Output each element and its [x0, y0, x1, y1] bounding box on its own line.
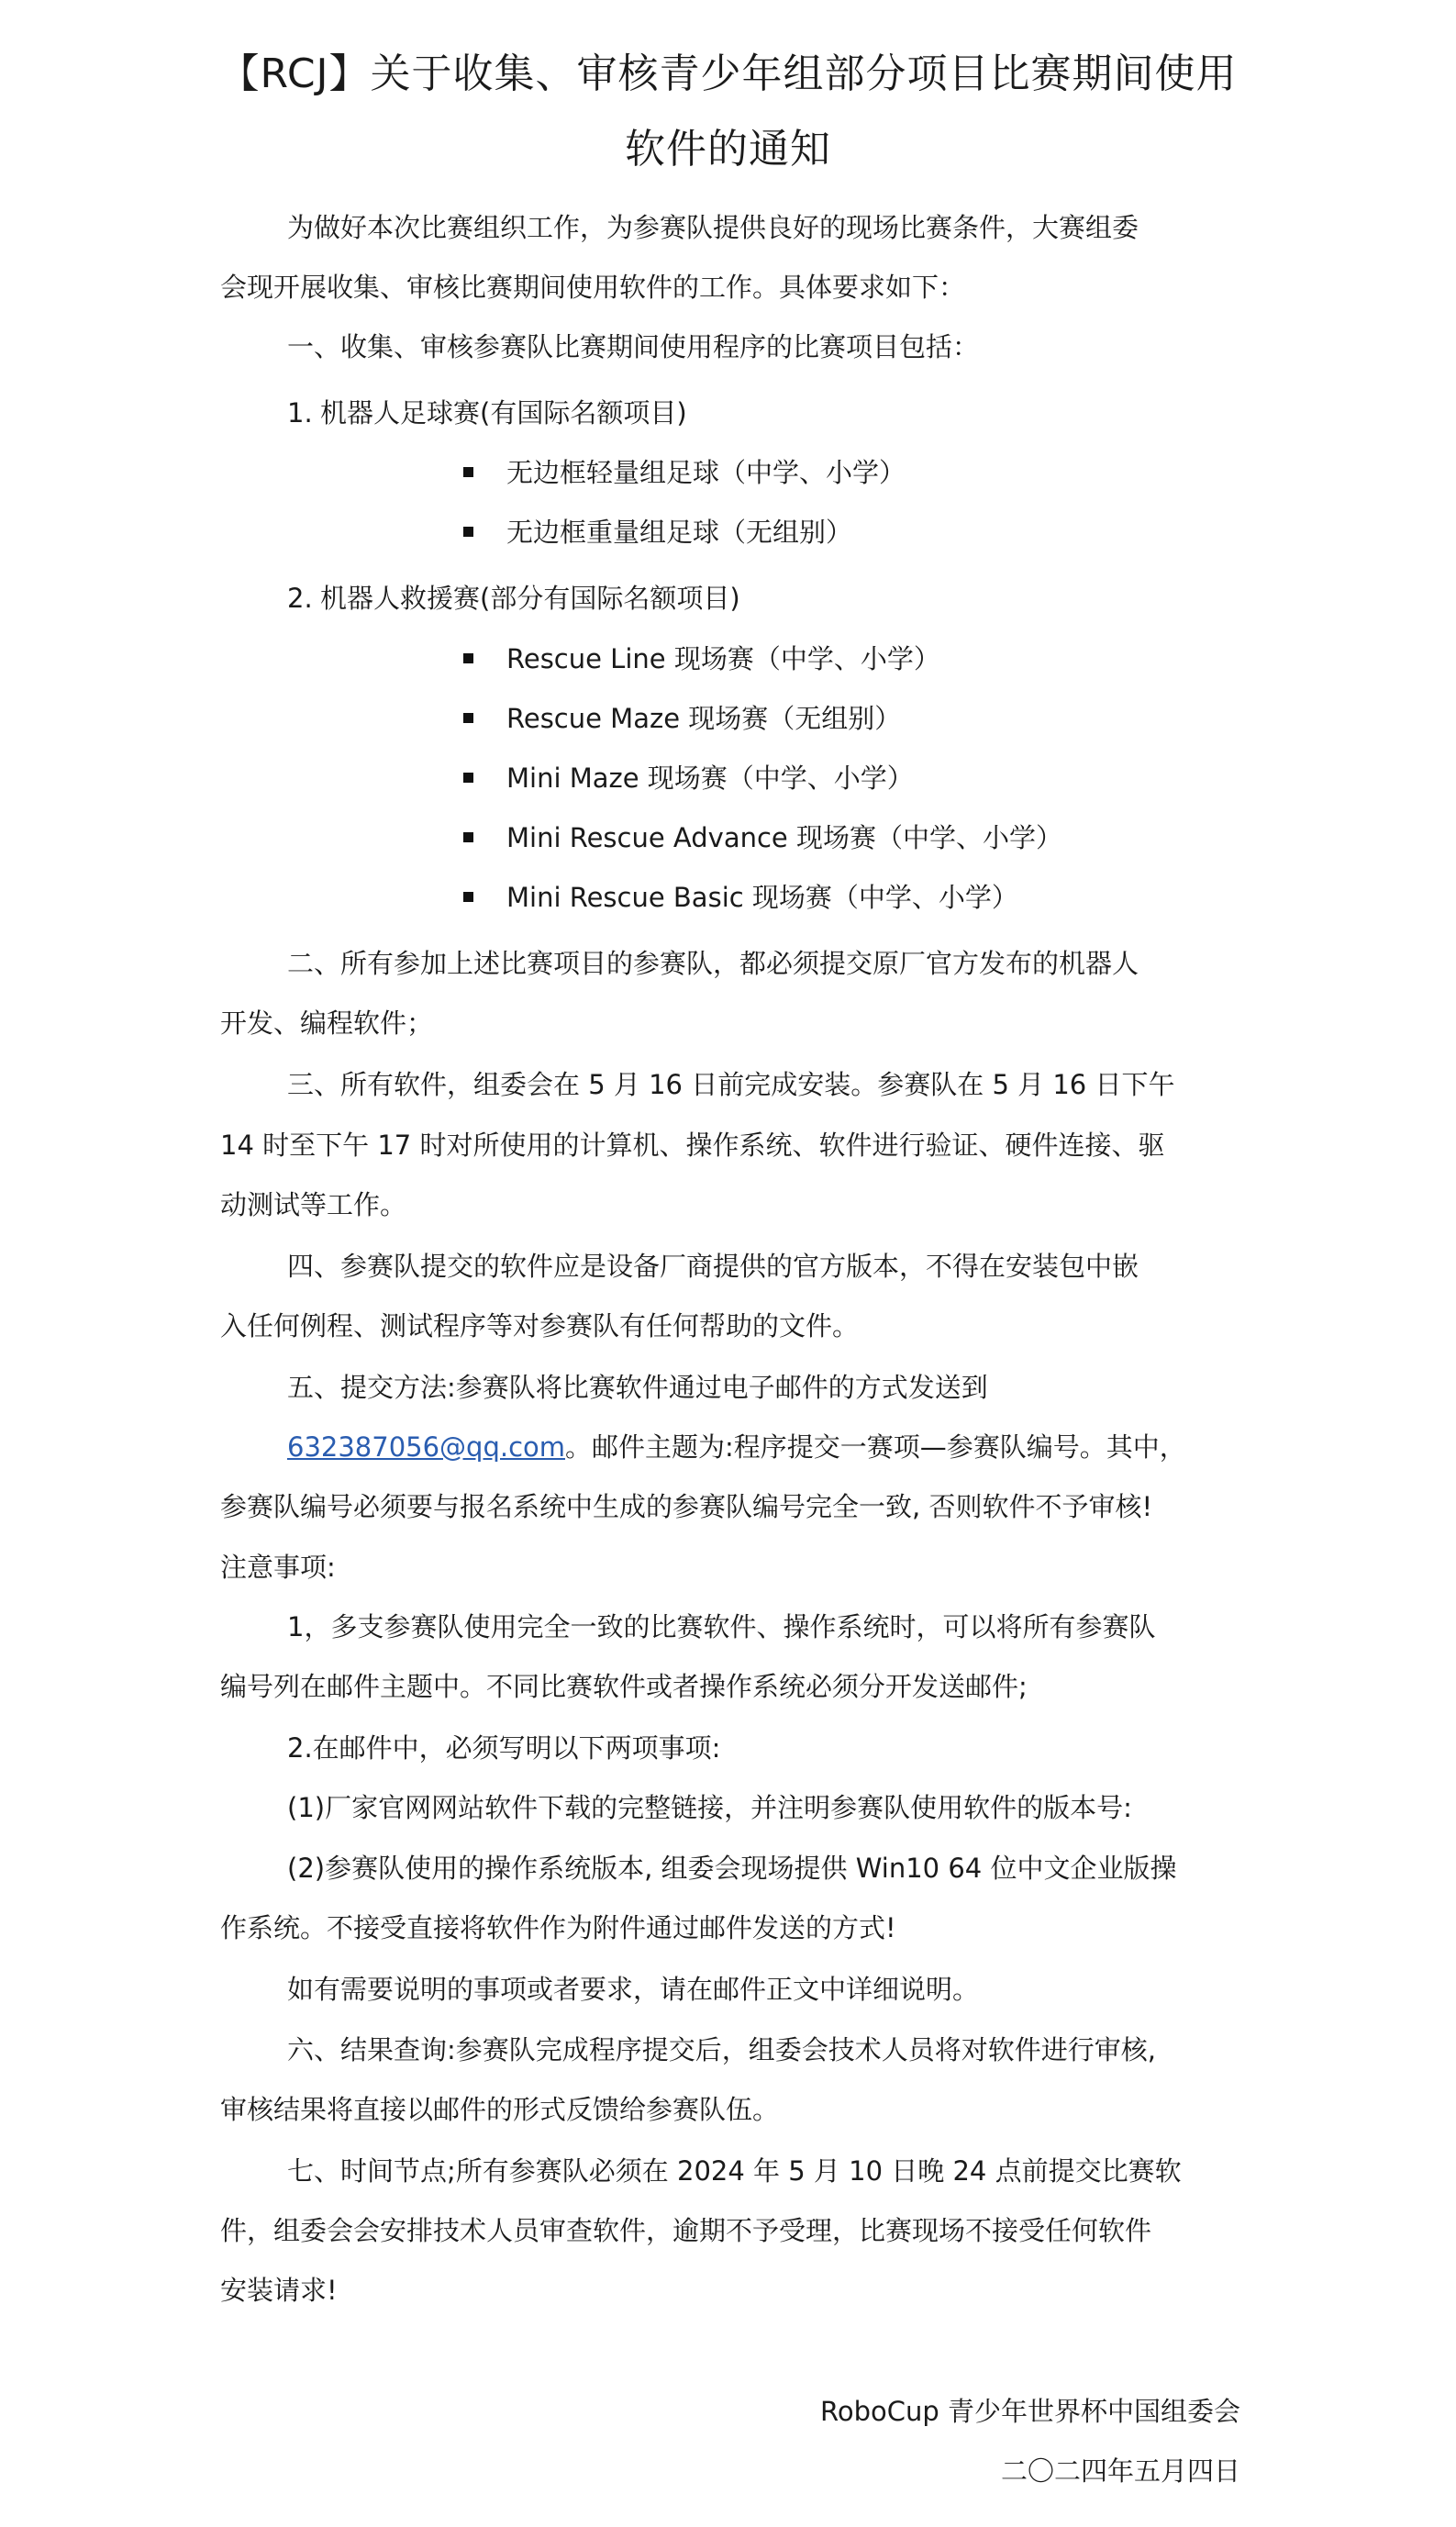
section-3-line-1: 三、所有软件，组委会在 5 月 16 日前完成安装。参赛队在 5 月 16 日下午 — [287, 1069, 1175, 1100]
bullet-icon — [463, 467, 473, 477]
section-3-line-3: 动测试等工作。 — [220, 1189, 407, 1220]
signature-organization: RoboCup 青少年世界杯中国组委会 — [820, 2396, 1240, 2427]
section-5-line-1: 五、提交方法:参赛队将比赛软件通过电子邮件的方式发送到 — [287, 1372, 988, 1403]
note-1-line-1: 1，多支参赛队使用完全一致的比赛软件、操作系统时，可以将所有参赛队 — [287, 1611, 1156, 1642]
bullet-icon — [463, 892, 473, 902]
section-4-line-1: 四、参赛队提交的软件应是设备厂商提供的官方版本，不得在安装包中嵌 — [287, 1251, 1139, 1282]
list-item-text: Rescue Maze 现场赛（无组别） — [506, 703, 902, 734]
category-1-label: 机器人足球赛(有国际名额项目) — [320, 397, 687, 429]
section-1-heading: 一、收集、审核参赛队比赛期间使用程序的比赛项目包括： — [287, 331, 980, 362]
section-7-line-3: 安装请求! — [220, 2275, 338, 2306]
section-4-line-2: 入任何例程、测试程序等对参赛队有任何帮助的文件。 — [220, 1310, 860, 1341]
list-item — [463, 514, 852, 551]
list-item-text: Mini Maze 现场赛（中学、小学） — [506, 763, 914, 794]
category-1-number: 1. — [287, 397, 313, 429]
intro-line-1: 为做好本次比赛组织工作，为参赛队提供良好的现场比赛条件，大赛组委 — [287, 212, 1139, 243]
document-title-line-2: 软件的通知 — [625, 126, 831, 173]
list-item — [463, 640, 940, 677]
bullet-icon — [463, 653, 473, 663]
note-1-line-2: 编号列在邮件主题中。不同比赛软件或者操作系统必须分开发送邮件; — [220, 1671, 1028, 1702]
list-item — [463, 454, 906, 491]
document-title-line-1: 【RCJ】关于收集、审核青少年组部分项目比赛期间使用 — [218, 50, 1238, 97]
bullet-icon — [463, 713, 473, 723]
list-item-text: Rescue Line 现场赛（中学、小学） — [506, 643, 940, 674]
section-5-line-3: 参赛队编号必须要与报名系统中生成的参赛队编号完全一致, 否则软件不予审核! — [220, 1491, 1153, 1522]
section-7-line-1: 七、时间节点;所有参赛队必须在 2024 年 5 月 10 日晚 24 点前提交比赛软 — [287, 2155, 1182, 2187]
note-2: 2.在邮件中，必须写明以下两项事项: — [287, 1732, 721, 1764]
section-5-line-2 — [287, 1429, 1186, 1465]
list-item-text: Mini Rescue Advance 现场赛（中学、小学） — [506, 822, 1062, 853]
list-item-text: 无边框轻量组足球（中学、小学） — [506, 457, 906, 488]
notes-heading: 注意事项: — [220, 1552, 336, 1583]
list-item-text: 无边框重量组足球（无组别） — [506, 517, 853, 548]
category-2-label: 机器人救援赛(部分有国际名额项目) — [320, 583, 740, 614]
section-2-line-2: 开发、编程软件； — [220, 1007, 434, 1039]
list-item — [463, 760, 914, 796]
note-2-b-line-2: 作系统。不接受直接将软件作为附件通过邮件发送的方式! — [220, 1912, 896, 1943]
category-2-number: 2. — [287, 583, 313, 614]
section-5-line-2-text: 。邮件主题为:程序提交一赛项—参赛队编号。其中， — [565, 1431, 1186, 1463]
bullet-icon — [463, 773, 473, 783]
note-2-b-line-1: (2)参赛队使用的操作系统版本, 组委会现场提供 Win10 64 位中文企业版操 — [287, 1853, 1177, 1884]
section-3-line-2: 14 时至下午 17 时对所使用的计算机、操作系统、软件进行验证、硬件连接、驱 — [220, 1130, 1165, 1161]
section-6-line-2: 审核结果将直接以邮件的形式反馈给参赛队伍。 — [220, 2094, 780, 2125]
category-1 — [287, 395, 687, 431]
bullet-icon — [463, 527, 473, 537]
intro-line-2: 会现开展收集、审核比赛期间使用软件的工作。具体要求如下： — [220, 272, 966, 303]
section-6-line-1: 六、结果查询:参赛队完成程序提交后，组委会技术人员将对软件进行审核, — [287, 2034, 1156, 2065]
category-2 — [287, 580, 740, 617]
list-item-text: Mini Rescue Basic 现场赛（中学、小学） — [506, 882, 1018, 913]
signature-date: 二〇二四年五月四日 — [1000, 2455, 1240, 2487]
bullet-icon — [463, 832, 473, 842]
list-item — [463, 819, 1062, 856]
section-7-line-2: 件，组委会会安排技术人员审查软件，逾期不予受理，比赛现场不接受任何软件 — [220, 2215, 1152, 2246]
email-link[interactable]: 632387056@qq.com — [287, 1431, 566, 1463]
list-item — [463, 700, 901, 737]
list-item — [463, 879, 1018, 916]
note-2-a: (1)厂家官网网站软件下载的完整链接，并注明参赛队使用软件的版本号: — [287, 1792, 1132, 1823]
note-3: 如有需要说明的事项或者要求，请在邮件正文中详细说明。 — [287, 1974, 980, 2005]
section-2-line-1: 二、所有参加上述比赛项目的参赛队，都必须提交原厂官方发布的机器人 — [287, 948, 1139, 979]
